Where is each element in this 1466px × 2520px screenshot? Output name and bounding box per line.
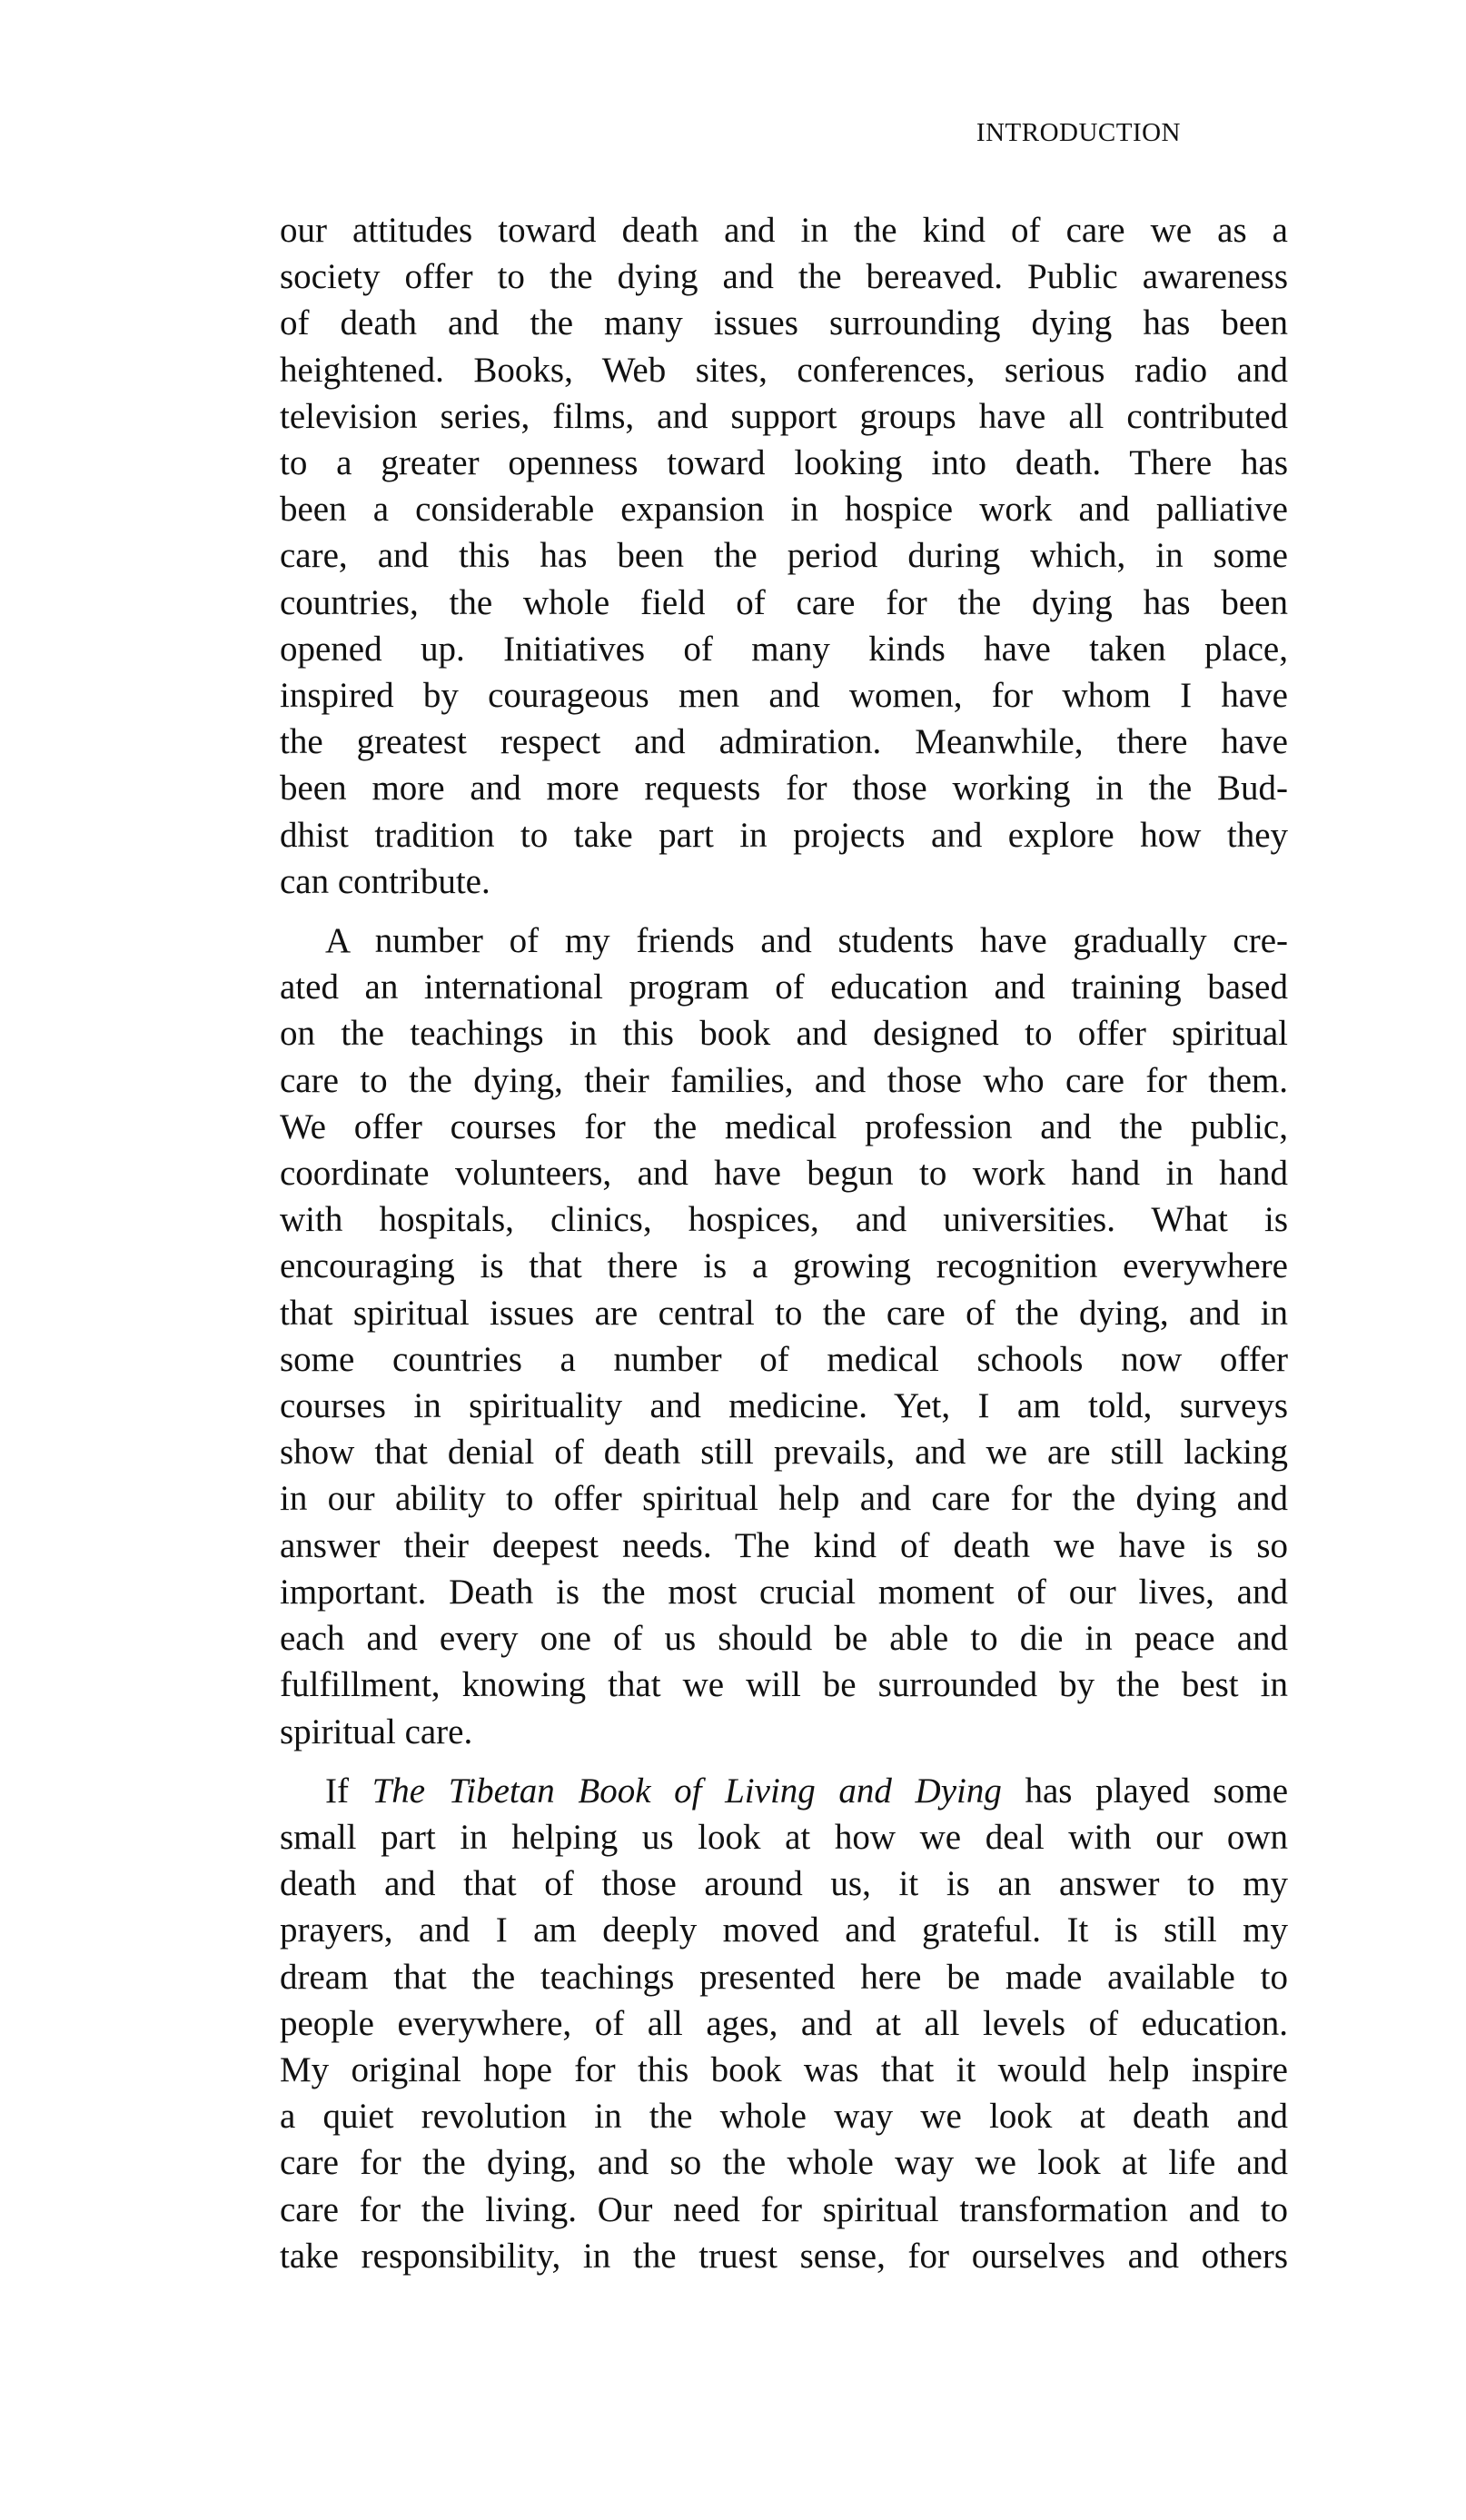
text-line: that spiritual issues are central to the care of the dying, and in [280, 1293, 1288, 1333]
text-line: countries, the whole field of care for the dying has been [280, 582, 1288, 622]
text-line: death and that of those around us, it is an answer to my [280, 1864, 1288, 1904]
text-line: each and every one of us should be able to die in peace and [280, 1619, 1288, 1659]
text-line: dhist tradition to take part in projects and explore how they [280, 815, 1288, 855]
paragraph-2 [280, 918, 1288, 1755]
text-line: courses in spirituality and medicine. Yet, I am told, surveys [280, 1386, 1288, 1426]
book-title: The Tibetan Book of Living and Dying [371, 1771, 1002, 1811]
text-line: A number of my friends and students have gradually cre- [325, 921, 1288, 961]
text-line: on the teachings in this book and designed to offer spiritual [280, 1014, 1288, 1054]
running-head: INTRODUCTION [976, 118, 1181, 147]
text-line: take responsibility, in the truest sense, for ourselves and others [280, 2236, 1288, 2276]
text-line: My original hope for this book was that it would help inspire [280, 2049, 1288, 2089]
text-line: heightened. Books, Web sites, conferences, serious radio and [280, 350, 1288, 390]
text-line: We offer courses for the medical profession and the public, [280, 1106, 1288, 1146]
text-line: care to the dying, their families, and those who care for them. [280, 1060, 1288, 1100]
text-line: dream that the teachings presented here be made available to [280, 1957, 1288, 1997]
text-line: television series, films, and support groups have all contributed [280, 396, 1288, 436]
text-line: opened up. Initiatives of many kinds have taken place, [280, 629, 1288, 669]
text-line: people everywhere, of all ages, and at all levels of education. [280, 2003, 1288, 2043]
text-line: encouraging is that there is a growing recognition everywhere [280, 1246, 1288, 1286]
text-line: of death and the many issues surrounding dying has been [280, 303, 1288, 343]
text-line: can contribute. [280, 861, 490, 901]
text-line: fulfillment, knowing that we will be surrounded by the best in [280, 1665, 1288, 1705]
text-line: small part in helping us look at how we deal with our own [280, 1817, 1288, 1857]
text-line: the greatest respect and admiration. Meanwhile, there have [280, 722, 1288, 762]
text-line: care for the dying, and so the whole way we look at life and [280, 2143, 1288, 2183]
text-line: care for the living. Our need for spiritual transformation and to [280, 2189, 1288, 2229]
text-line: important. Death is the most crucial moment of our lives, and [280, 1572, 1288, 1612]
text-line: prayers, and I am deeply moved and grateful. It is still my [280, 1910, 1288, 1950]
text-line: our attitudes toward death and in the kind of care we as a [280, 211, 1288, 250]
text-line: ated an international program of education and training based [280, 967, 1288, 1007]
text-line: coordinate volunteers, and have begun to work hand in hand [280, 1154, 1288, 1194]
text-line: with hospitals, clinics, hospices, and universities. What is [280, 1200, 1288, 1240]
body-text [280, 207, 1288, 2279]
paragraph-gap [280, 905, 1288, 918]
text-line: show that denial of death still prevails, and we are still lacking [280, 1433, 1288, 1473]
paragraph-3 [280, 1768, 1288, 2279]
paragraph-1 [280, 207, 1288, 905]
text-line: inspired by courageous men and women, for whom I have [280, 676, 1288, 716]
paragraph-gap [280, 1755, 1288, 1768]
line-suffix: has played some [1001, 1771, 1289, 1811]
text-line: been more and more requests for those working in the Bud- [280, 769, 1288, 809]
text-line: a quiet revolution in the whole way we look at death and [280, 2097, 1288, 2137]
text-line: care, and this has been the period during which, in some [280, 536, 1288, 576]
line-prefix: If [325, 1771, 372, 1811]
text-line: some countries a number of medical schools now offer [280, 1339, 1288, 1379]
text-line-with-title [280, 1768, 1288, 1814]
text-line: been a considerable expansion in hospice work and palliative [280, 490, 1288, 530]
text-line: in our ability to offer spiritual help and care for the dying and [280, 1479, 1288, 1519]
text-line: spiritual care. [280, 1711, 473, 1751]
text-line: answer their deepest needs. The kind of death we have is so [280, 1525, 1288, 1565]
text-line: society offer to the dying and the bereaved. Public awareness [280, 257, 1288, 297]
text-line: to a greater openness toward looking into death. There has [280, 443, 1288, 483]
